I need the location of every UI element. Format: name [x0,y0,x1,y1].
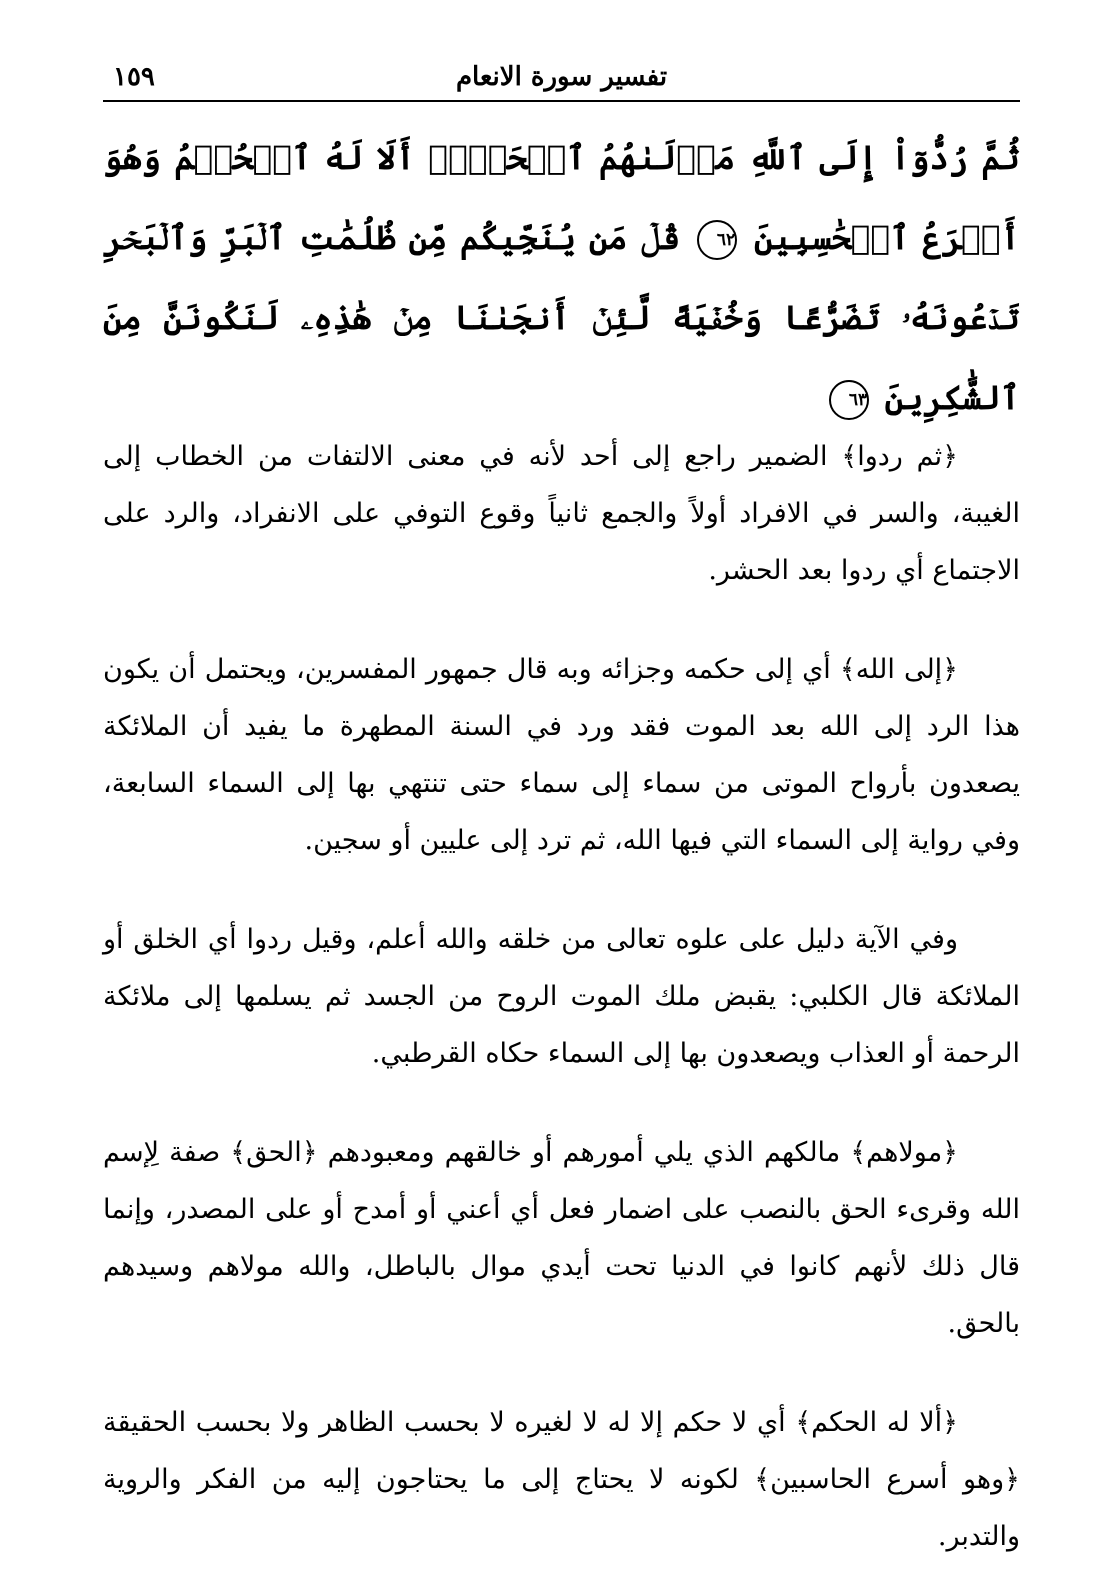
quran-verse [103,118,1020,438]
verse-text-63: قُلۡ مَن يُنَجِّيكُم مِّن ظُلُمَٰتِ ٱلۡبَرِّ وَٱلۡبَحۡرِ تَدۡعُونَهُۥ تَضَرُّعًا وَخُفۡيَةً لَّئِنۡ أَنجَىٰنَا مِنۡ هَٰذِهِۦ لَنَكُونَنَّ مِنَ ٱلشَّٰكِرِينَ [103,218,1020,417]
commentary-paragraph: وفي الآية دليل على علوه تعالى من خلقه والله أعلم، وقيل ردوا أي الخلق أو الملائكة قال الكلبي: يقبض ملك الموت الروح من الجسد ثم يسلمها إلى ملائكة الرحمة أو العذاب ويصعدون بها إلى السماء حكاه القرطبي. [103,924,1020,1069]
verse-number-marker: ٦٢ [697,220,737,260]
commentary-paragraph: ﴿ثم ردوا﴾ الضمير راجع إلى أحد لأنه في معنى الالتفات من الخطاب إلى الغيبة، والسر في الافراد أولاً والجمع ثانياً وقوع التوفي على الانفراد، والرد على الاجتماع أي ردوا بعد الحشر. [103,441,1020,586]
running-header [103,56,1020,102]
page-number: ١٥٩ [113,62,155,92]
commentary-paragraph: ﴿مولاهم﴾ مالكهم الذي يلي أمورهم أو خالقهم ومعبودهم ﴿الحق﴾ صفة لِإسم الله وقرىء الحق بالنصب على اضمار فعل أي أعني أو أمدح أو على المصدر، وإنما قال ذلك لأنهم كانوا في الدنيا تحت أيدي موال بالباطل، والله مولاهم وسيدهم بالحق. [103,1137,1020,1339]
verse-text-62: ثُمَّ رُدُّوٓاْ إِلَى ٱللَّهِ مَوۡلَىٰهُمُ ٱلۡحَقِّۚ أَلَا لَهُ ٱلۡحُكۡمُ وَهُوَ أَسۡرَعُ ٱلۡحَٰسِبِينَ [103,138,1020,257]
verse-number-marker: ٦٣ [829,380,869,420]
running-title: تفسير سورة الانعام [455,62,668,92]
commentary [103,428,1020,1565]
commentary-paragraph: ﴿إلى الله﴾ أي إلى حكمه وجزائه وبه قال جمهور المفسرين، ويحتمل أن يكون هذا الرد إلى الله بعد الموت فقد ورد في السنة المطهرة ما يفيد أن الملائكة يصعدون بأرواح الموتى من سماء إلى سماء حتى تنتهي بها إلى السماء السابعة، وفي رواية إلى السماء التي فيها الله، ثم ترد إلى عليين أو سجين. [103,654,1020,856]
commentary-paragraph: ﴿ألا له الحكم﴾ أي لا حكم إلا له لا لغيره لا بحسب الظاهر ولا بحسب الحقيقة ﴿وهو أسرع الحاسبين﴾ لكونه لا يحتاج إلى ما يحتاجون إليه من الفكر والروية والتدبر. [103,1407,1020,1552]
